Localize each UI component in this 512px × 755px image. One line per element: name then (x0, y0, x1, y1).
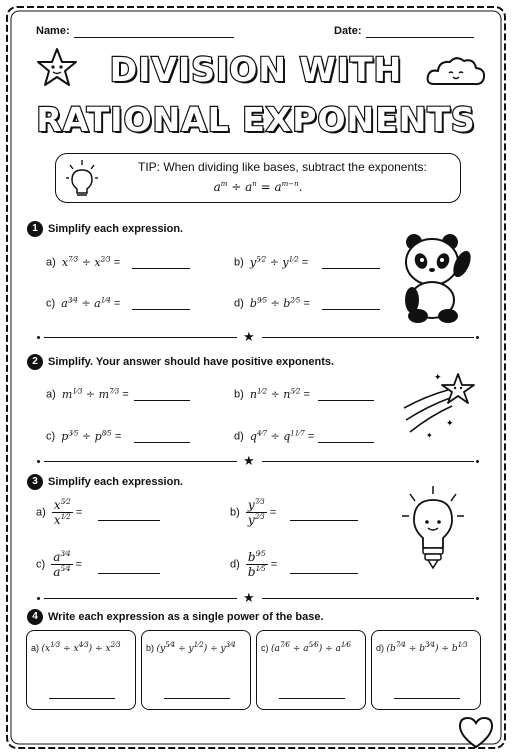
smiling-lightbulb-icon (398, 484, 468, 576)
s1-answer-b[interactable] (322, 268, 380, 269)
svg-text:✦: ✦ (426, 431, 433, 440)
tip-text: TIP: When dividing like bases, subtract the exponents: (138, 160, 427, 174)
s2-answer-d[interactable] (318, 442, 374, 443)
separator-line (262, 598, 474, 599)
section-2-title: Simplify. Your answer should have positive exponents. (48, 356, 335, 368)
s4-answer-b[interactable] (164, 698, 230, 699)
s1-problem-b: b) $y^{5⁄2} \div y^{1⁄2}$ = (234, 255, 309, 269)
section-3-title: Simplify each expression. (48, 476, 184, 488)
name-field[interactable] (74, 37, 234, 38)
s4-box-a (26, 630, 136, 710)
s2-answer-a[interactable] (134, 400, 190, 401)
svg-text:✦: ✦ (446, 419, 454, 429)
s1-answer-c[interactable] (132, 309, 190, 310)
s3-answer-d[interactable] (290, 573, 358, 574)
shooting-star-icon (396, 368, 482, 440)
tip-box (55, 153, 461, 203)
title-line-1: DIVISION WITH (109, 50, 403, 89)
s3-problem-b: b) $\frac{y^{7⁄3}}{y^{2⁄3}}$ = (230, 498, 277, 527)
separator-line (44, 461, 237, 462)
separator-dot (37, 460, 40, 463)
s1-problem-a: a) $x^{7⁄3} \div x^{2⁄3}$ = (46, 255, 121, 269)
s4-box-c (256, 630, 366, 710)
s4-box-b (141, 630, 251, 710)
s1-problem-c: c) $a^{3⁄4} \div a^{1⁄4}$ = (46, 296, 121, 310)
s3-answer-b[interactable] (290, 520, 358, 521)
tip-formula: $a^m \div a^n = a^{m-n}$. (213, 180, 303, 194)
separator-line (44, 598, 237, 599)
s4-problem-d: d) $(b^{7⁄4} \div b^{3⁄4}) \div b^{1⁄3}$ (376, 641, 468, 654)
s1-answer-d[interactable] (322, 309, 380, 310)
s3-problem-c: c) $\frac{a^{3⁄4}}{a^{5⁄4}}$ = (36, 550, 83, 579)
s1-answer-a[interactable] (132, 268, 190, 269)
s3-problem-d: d) $\frac{b^{9⁄5}}{b^{1⁄5}}$ = (230, 550, 278, 579)
section-4-title: Write each expression as a single power of the base. (48, 611, 324, 623)
s4-problem-a: a) $(x^{1⁄3} \div x^{4⁄3}) \div x^{2⁄3}$ (31, 641, 121, 654)
name-label: Name: (36, 25, 70, 37)
date-field[interactable] (366, 37, 474, 38)
s2-problem-c: c) $p^{3⁄5} \div p^{8⁄5}$ = (46, 429, 122, 443)
section-1-number: 1 (27, 221, 43, 237)
s2-answer-c[interactable] (134, 442, 190, 443)
svg-text:✦: ✦ (434, 373, 442, 383)
s4-box-d (371, 630, 481, 710)
separator-star-icon: ★ (243, 329, 255, 344)
separator-line (262, 461, 474, 462)
s3-answer-c[interactable] (98, 573, 160, 574)
title-line-2: RATIONAL EXPONENTS (36, 100, 476, 139)
waving-panda-icon (400, 230, 476, 324)
s2-problem-b: b) $n^{1⁄2} \div n^{5⁄2}$ = (234, 387, 310, 401)
s4-answer-c[interactable] (279, 698, 345, 699)
section-2-number: 2 (27, 354, 43, 370)
s1-problem-d: d) $b^{9⁄5} \div b^{2⁄5}$ = (234, 296, 310, 310)
separator-dot (37, 336, 40, 339)
separator-dot (476, 336, 479, 339)
separator-dot (476, 460, 479, 463)
date-label: Date: (334, 25, 362, 37)
heart-icon (456, 714, 496, 750)
separator-star-icon: ★ (243, 590, 255, 605)
separator-dot (37, 597, 40, 600)
section-3-number: 3 (27, 474, 43, 490)
s4-problem-b: b) $(y^{5⁄4} \div y^{1⁄2}) \div y^{3⁄4}$ (146, 641, 236, 654)
separator-line (44, 337, 237, 338)
separator-dot (476, 597, 479, 600)
s2-problem-a: a) $m^{1⁄3} \div m^{7⁄3}$ = (46, 387, 129, 401)
s4-answer-a[interactable] (49, 698, 115, 699)
s2-answer-b[interactable] (318, 400, 374, 401)
s2-problem-d: d) $q^{4⁄7} \div q^{11⁄7}$ = (234, 429, 315, 443)
separator-star-icon: ★ (243, 453, 255, 468)
separator-line (262, 337, 474, 338)
section-4-number: 4 (27, 609, 43, 625)
s3-problem-a: a) $\frac{x^{5⁄2}}{x^{1⁄2}}$ = (36, 498, 83, 527)
s3-answer-a[interactable] (98, 520, 160, 521)
section-1-title: Simplify each expression. (48, 223, 184, 235)
s4-answer-d[interactable] (394, 698, 460, 699)
s4-problem-c: c) $(a^{7⁄6} \div a^{5⁄6}) \div a^{1⁄6}$ (261, 641, 351, 654)
